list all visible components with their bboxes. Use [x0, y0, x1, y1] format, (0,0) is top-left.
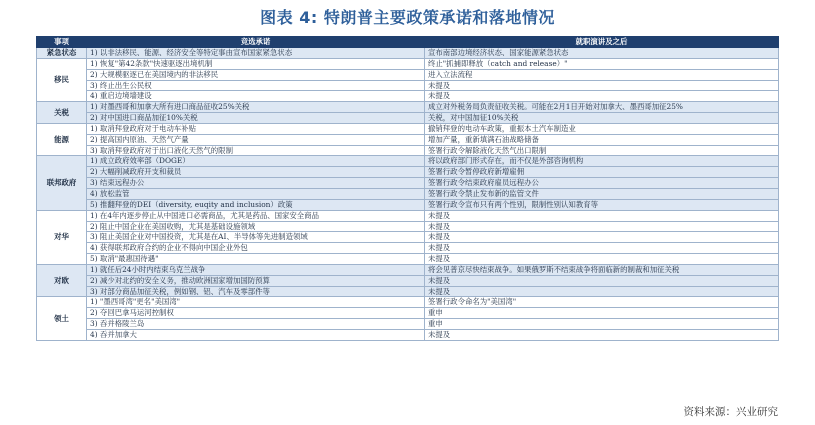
promise-cell: 2) 减少对北约的安全义务，推动欧洲国家增加国防预算 — [87, 275, 425, 286]
status-cell: 签署行政令结束政府雇员远程办公 — [425, 178, 779, 189]
promise-cell: 1) "墨西哥湾"更名"美国湾" — [87, 297, 425, 308]
table-row — [37, 254, 779, 265]
promise-cell: 2) 大幅削减政府开支和裁员 — [87, 167, 425, 178]
status-cell: 签署行政令解除液化天然气出口限制 — [425, 145, 779, 156]
table-row — [37, 243, 779, 254]
promise-cell: 5) 取消"最惠国待遇" — [87, 254, 425, 265]
promise-cell: 4) 吞并加拿大 — [87, 329, 425, 340]
status-cell: 宣布南部边境经济状态、国家能源紧急状态 — [425, 48, 779, 59]
table-row — [37, 199, 779, 210]
table-row — [37, 286, 779, 297]
promise-cell: 4) 放松监管 — [87, 188, 425, 199]
table-row — [37, 69, 779, 80]
promise-cell: 4) 获得联邦政府合约的企业不得向中国企业外包 — [87, 243, 425, 254]
status-cell: 签署行政令命名为"美国湾" — [425, 297, 779, 308]
promise-cell: 4) 重启边境墙建设 — [87, 91, 425, 102]
status-cell: 未提及 — [425, 221, 779, 232]
table-row — [37, 178, 779, 189]
table-row — [37, 275, 779, 286]
status-cell: 将会见普京尽快结束战争。如果俄罗斯不结束战争将面临新的制裁和加征关税 — [425, 264, 779, 275]
table-row — [37, 113, 779, 124]
policy-table-container — [36, 36, 778, 341]
promise-cell: 1) 对墨西哥和加拿大所有进口商品征收25%关税 — [87, 102, 425, 113]
chart-title: 图表 4: 特朗普主要政策承诺和落地情况 — [260, 8, 555, 27]
promise-cell: 2) 阻止中国企业在美国收购，尤其是基础设施领域 — [87, 221, 425, 232]
header-promise: 竞选承诺 — [87, 37, 425, 48]
table-row — [37, 156, 779, 167]
table-row — [37, 80, 779, 91]
category-cell: 联邦政府 — [37, 156, 87, 210]
promise-cell: 3) 吞并格陵兰岛 — [87, 319, 425, 330]
table-row — [37, 167, 779, 178]
category-cell: 紧急状态 — [37, 48, 87, 59]
promise-cell: 1) 成立政府效率部（DOGE） — [87, 156, 425, 167]
status-cell: 未提及 — [425, 286, 779, 297]
table-row — [37, 232, 779, 243]
promise-cell: 1) 就任后24小时内结束乌克兰战争 — [87, 264, 425, 275]
source-note: 资料来源：兴业研究 — [683, 406, 778, 418]
category-cell: 关税 — [37, 102, 87, 124]
header-row — [37, 37, 779, 48]
status-cell: 未提及 — [425, 254, 779, 265]
status-cell: 签署行政令暂停政府新增雇佣 — [425, 167, 779, 178]
promise-cell: 1) 以非法移民、能源、经济安全等特定事由宣布国家紧急状态 — [87, 48, 425, 59]
table-row — [37, 91, 779, 102]
category-cell: 能源 — [37, 123, 87, 156]
promise-cell: 3) 取消拜登政府对于出口液化天然气的限制 — [87, 145, 425, 156]
promise-cell: 3) 结束远程办公 — [87, 178, 425, 189]
status-cell: 进入立法流程 — [425, 69, 779, 80]
table-row — [37, 145, 779, 156]
promise-cell: 1) 在4年内逐步停止从中国进口必需商品，尤其是药品、国家安全商品 — [87, 210, 425, 221]
status-cell: 未提及 — [425, 243, 779, 254]
table-row — [37, 102, 779, 113]
promise-cell: 2) 提高国内原油、天然气产量 — [87, 134, 425, 145]
table-row — [37, 210, 779, 221]
table-row — [37, 329, 779, 340]
promise-cell: 3) 终止出生公民权 — [87, 80, 425, 91]
promise-cell: 2) 大规模驱逐已在美国境内的非法移民 — [87, 69, 425, 80]
status-cell: 签署行政令禁止发布新的监管文件 — [425, 188, 779, 199]
promise-cell: 2) 对中国进口商品加征10%关税 — [87, 113, 425, 124]
category-cell: 对华 — [37, 210, 87, 264]
table-row — [37, 297, 779, 308]
table-row — [37, 319, 779, 330]
table-row — [37, 221, 779, 232]
table-row — [37, 264, 779, 275]
table-row — [37, 308, 779, 319]
table-row — [37, 48, 779, 59]
promise-cell: 3) 阻止美国企业对中国投资，尤其是在AI、半导体等先进制造领域 — [87, 232, 425, 243]
status-cell: 重申 — [425, 319, 779, 330]
header-item: 事项 — [37, 37, 87, 48]
status-cell: 未提及 — [425, 91, 779, 102]
policy-table — [36, 36, 779, 341]
category-cell: 移民 — [37, 58, 87, 101]
status-cell: 关税，对中国加征10%关税 — [425, 113, 779, 124]
promise-cell: 2) 夺回巴拿马运河控制权 — [87, 308, 425, 319]
promise-cell: 3) 对部分商品加征关税，例如钢、铝、汽车及零部件等 — [87, 286, 425, 297]
status-cell: 未提及 — [425, 232, 779, 243]
promise-cell: 1) 恢复"第42条款"快速驱逐出境机制 — [87, 58, 425, 69]
status-cell: 成立对外税务局负责征收关税。可能在2月1日开始对加拿大、墨西哥加征25% — [425, 102, 779, 113]
category-cell: 对欧 — [37, 264, 87, 297]
status-cell: 未提及 — [425, 275, 779, 286]
category-cell: 领土 — [37, 297, 87, 340]
header-status: 就职演讲及之后 — [425, 37, 779, 48]
table-row — [37, 58, 779, 69]
status-cell: 将以政府部门形式存在，而不仅是外部咨询机构 — [425, 156, 779, 167]
table-body — [37, 48, 779, 341]
status-cell: 未提及 — [425, 329, 779, 340]
status-cell: 未提及 — [425, 80, 779, 91]
status-cell: 撤销拜登的电动车政策，重振本土汽车制造业 — [425, 123, 779, 134]
table-row — [37, 188, 779, 199]
status-cell: 终止"抓捕即释放（catch and release）" — [425, 58, 779, 69]
status-cell: 增加产量，重新填满石油战略储备 — [425, 134, 779, 145]
status-cell: 重申 — [425, 308, 779, 319]
promise-cell: 5) 推翻拜登的DEI（diversity, euqity and inclusion）政策 — [87, 199, 425, 210]
table-row — [37, 134, 779, 145]
promise-cell: 1) 取消拜登政府对于电动车补贴 — [87, 123, 425, 134]
status-cell: 未提及 — [425, 210, 779, 221]
table-row — [37, 123, 779, 134]
status-cell: 签署行政令宣布只有两个性别，限制性别认知教育等 — [425, 199, 779, 210]
